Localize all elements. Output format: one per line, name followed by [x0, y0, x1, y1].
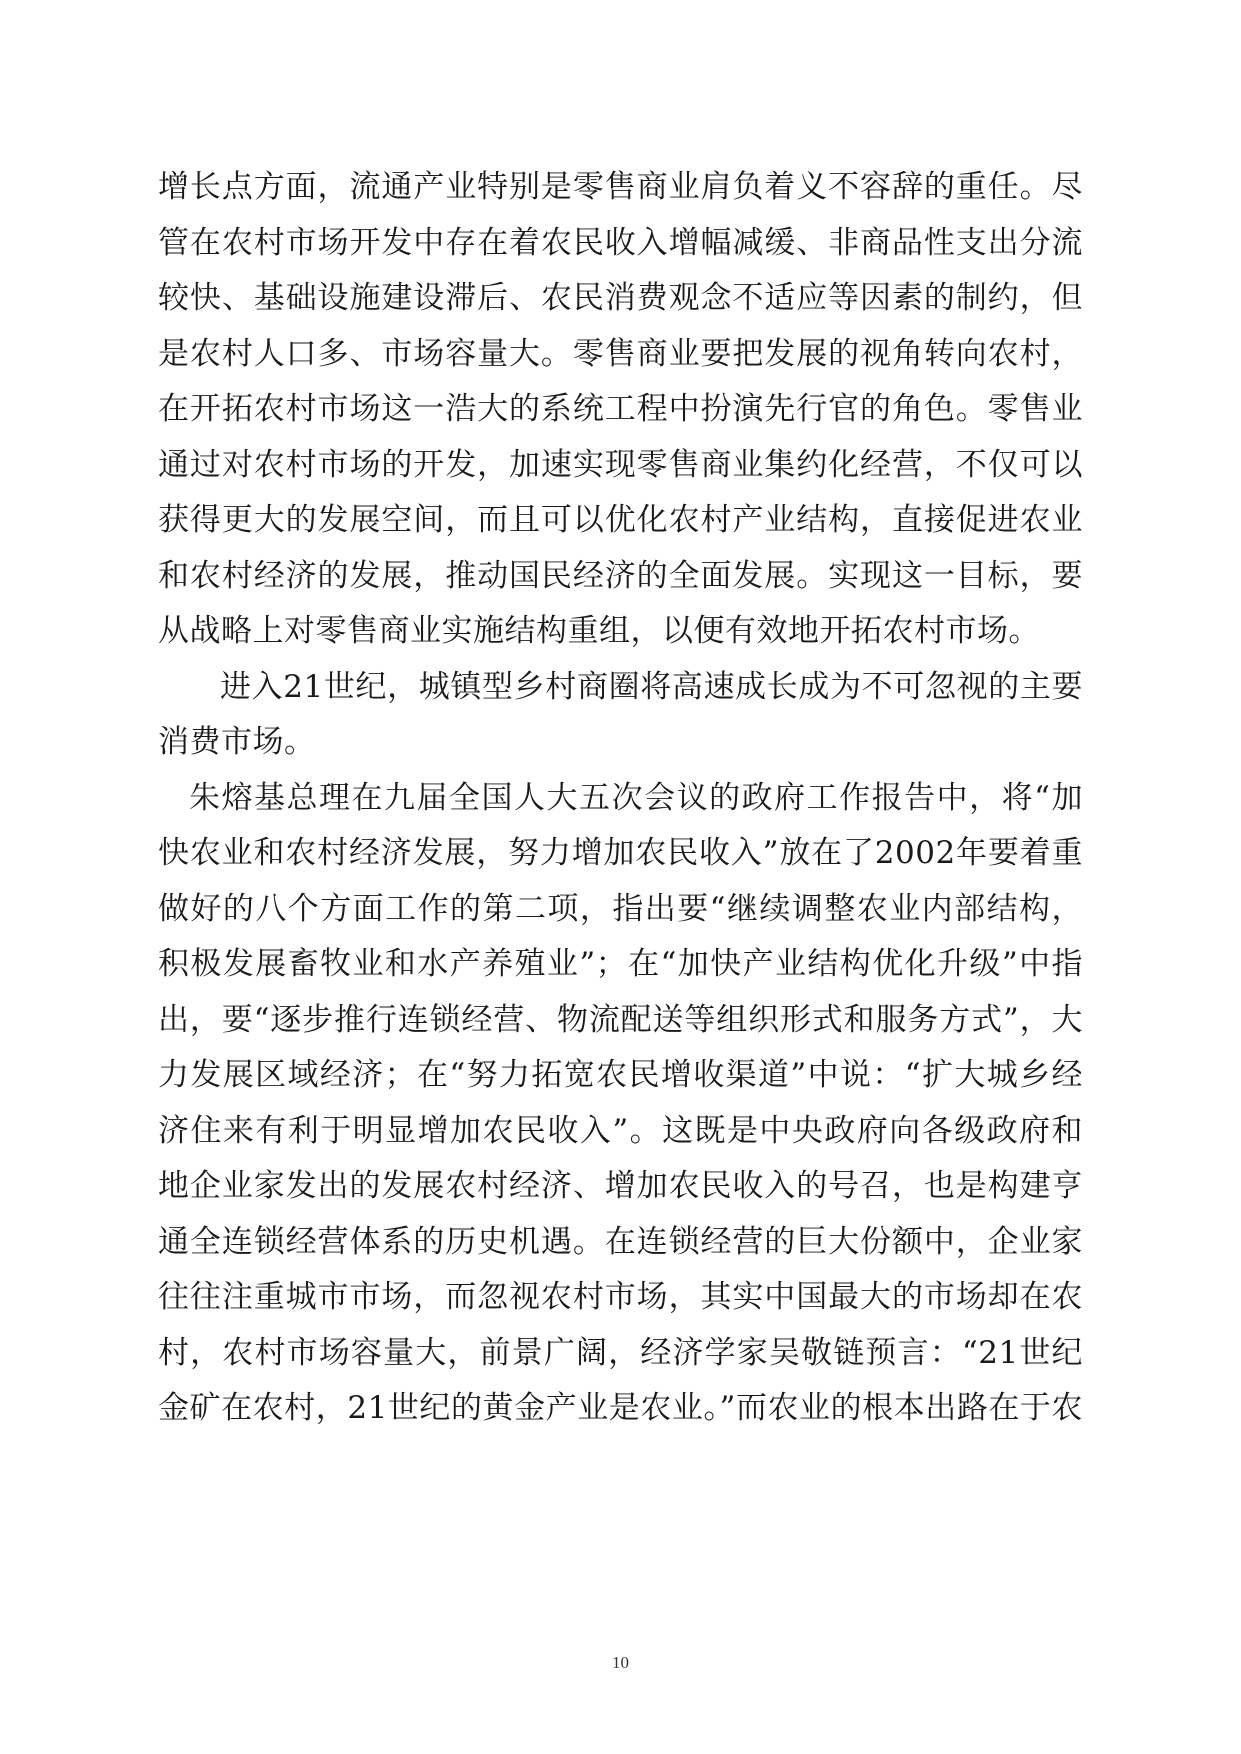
- text-line: 较快、基础设施建设滞后、农民消费观念不适应等因素的制约，但: [158, 280, 1083, 316]
- page-number: 10: [612, 1653, 629, 1672]
- text-line: 消费市场。: [158, 724, 316, 760]
- text-line: 力发展区域经济；在“努力拓宽农民增收渠道”中说：“扩大城乡经: [158, 1057, 1083, 1093]
- text-line: 进入21世纪，城镇型乡村商圈将高速成长成为不可忽视的主要: [220, 668, 1083, 705]
- text-line: 朱熔基总理在九届全国人大五次会议的政府工作报告中，将“加: [189, 779, 1083, 816]
- text-line: 积极发展畜牧业和水产养殖业”；在“加快产业结构优化升级”中指: [158, 946, 1083, 982]
- text-line: 通全连锁经营体系的历史机遇。在连锁经营的巨大份额中，企业家: [158, 1223, 1083, 1260]
- text-line: 是农村人口多、市场容量大。零售商业要把发展的视角转向农村，: [158, 335, 1083, 372]
- text-line: 地企业家发出的发展农村经济、增加农民收入的号召，也是构建亨: [158, 1168, 1083, 1204]
- text-line: 金矿在农村，21世纪的黄金产业是农业。”而农业的根本出路在于农: [158, 1390, 1083, 1426]
- text-line: 从战略上对零售商业实施结构重组，以便有效地开拓农村市场。: [158, 613, 1040, 649]
- text-line: 快农业和农村经济发展，努力增加农民收入”放在了2002年要着重: [158, 835, 1083, 871]
- text-line: 往往注重城市市场，而忽视农村市场，其实中国最大的市场却在农: [158, 1279, 1083, 1315]
- text-line: 村，农村市场容量大，前景广阔，经济学家吴敬链预言：“21世纪: [158, 1334, 1083, 1371]
- text-line: 济住来有利于明显增加农民收入”。这既是中央政府向各级政府和: [158, 1112, 1083, 1149]
- text-line: 做好的八个方面工作的第二项，指出要“继续调整农业内部结构，: [158, 890, 1083, 927]
- text-line: 获得更大的发展空间，而且可以优化农村产业结构，直接促进农业: [158, 502, 1083, 538]
- text-line: 出，要“逐步推行连锁经营、物流配送等组织形式和服务方式”，大: [158, 1001, 1083, 1038]
- body-text: [158, 160, 1083, 1437]
- text-line: 在开拓农村市场这一浩大的系统工程中扮演先行官的角色。零售业: [158, 391, 1083, 427]
- text-line: 增长点方面，流通产业特别是零售商业肩负着义不容辞的重任。尽: [158, 169, 1083, 205]
- text-line: 通过对农村市场的开发，加速实现零售商业集约化经营，不仅可以: [158, 446, 1083, 483]
- text-line: 管在农村市场开发中存在着农民收入增幅减缓、非商品性支出分流: [158, 224, 1083, 261]
- text-line: 和农村经济的发展，推动国民经济的全面发展。实现这一目标，要: [158, 557, 1083, 594]
